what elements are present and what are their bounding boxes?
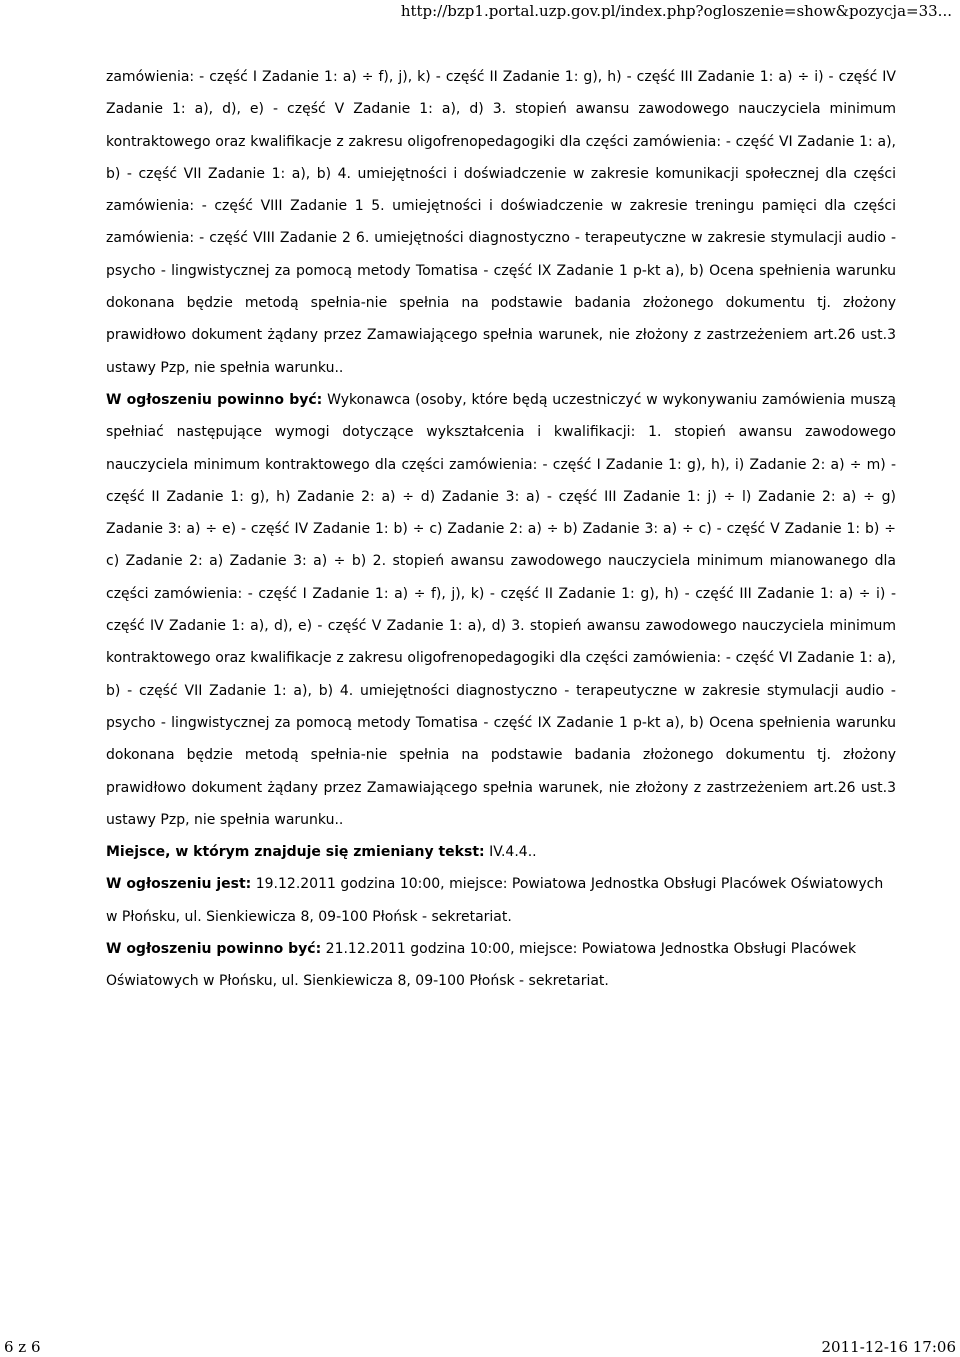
requirements-paragraph-continued: zamówienia: - część I Zadanie 1: a) ÷ f), j), k) - część II Zadanie 1: g), h) - część III Zadanie 1: a) ÷ i) - część IV Zadanie 1: a), d), e) - część V Zadanie 1: a), d) 3. stopień awansu zawodowego nauczyciela minimum kontraktowego oraz kwalifikacje z zakresu oligofrenopedagogiki dla części zamówienia: - część VI Zadanie 1: a), b) - część VII Zadanie 1: a), b) 4. umiejętności i doświadczenie w zakresie komunikacji społecznej dla części zamówienia: - część VIII Zadanie 1 5. umiejętności i doświadczenie w zakresie treningu pamięci dla części zamówienia: - część VIII Zadanie 2 6. umiejętności diagnostyczno - terapeutyczne w zakresie stymulacji audio - psycho - lingwistycznej za pomocą metody Tomatisa - część IX Zadanie 1 p-kt a), b) Ocena spełnienia warunku dokonana będzie metodą spełnia-nie spełnia na podstawie badania złożonego dokumentu tj. złożony prawidłowo dokument żądany przez Zamawiającego spełnia warunek, nie złożony z zastrzeżeniem art.26 ust.3 ustawy Pzp, nie spełnia warunku.. — [106, 69, 896, 376]
new-deadline-text: 21.12.2011 godzina 10:00, miejsce: Powiatowa Jednostka Obsługi Placówek Oświatowych w Płońsku, ul. Sienkiewicza 8, 09-100 Płońsk - sekretariat. — [106, 941, 857, 990]
current-deadline-text: 19.12.2011 godzina 10:00, miejsce: Powiatowa Jednostka Obsługi Placówek Oświatowych w Płońsku, ul. Sienkiewicza 8, 09-100 Płońsk - sekretariat. — [106, 876, 884, 925]
should-be-label: W ogłoszeniu powinno być: — [106, 391, 323, 408]
new-deadline-label: W ogłoszeniu powinno być: — [106, 941, 322, 958]
notice-content — [106, 61, 896, 998]
changed-text-location-label: Miejsce, w którym znajduje się zmieniany tekst: — [106, 844, 485, 861]
footer-print-datetime: 2011-12-16 17:06 — [821, 1338, 956, 1356]
new-deadline-paragraph — [106, 933, 896, 998]
should-be-requirements-text: Wykonawca (osoby, które będą uczestniczyć w wykonywaniu zamówienia muszą spełniać następujące wymogi dotyczące wykształcenia i kwalifikacji: 1. stopień awansu zawodowego nauczyciela minimum kontraktowego dla części zamówienia: - część I Zadanie 1: g), h), i) Zadanie 2: a) ÷ m) - część II Zadanie 1: g), h) Zadanie 2: a) ÷ d) Zadanie 3: a) - część III Zadanie 1: j) ÷ l) Zadanie 2: a) ÷ g) Zadanie 3: a) ÷ e) - część IV Zadanie 1: b) ÷ c) Zadanie 2: a) ÷ b) Zadanie 3: a) ÷ c) - część V Zadanie 1: b) ÷ c) Zadanie 2: a) Zadanie 3: a) ÷ b) 2. stopień awansu zawodowego nauczyciela minimum mianowanego dla części zamówienia: - część I Zadanie 1: a) ÷ f), j), k) - część II Zadanie 1: g), h) - część III Zadanie 1: a) ÷ i) - część IV Zadanie 1: a), d), e) - część V Zadanie 1: a), d) 3. stopień awansu zawodowego nauczyciela minimum kontraktowego oraz kwalifikacje z zakresu oligofrenopedagogiki dla części zamówienia: - część VI Zadanie 1: a), b) - część VII Zadanie 1: a), b) 4. umiejętności diagnostyczno - terapeutyczne w zakresie stymulacji audio - psycho - lingwistycznej za pomocą metody Tomatisa - część IX Zadanie 1 p-kt a), b) Ocena spełnienia warunku dokonana będzie metodą spełnia-nie spełnia na podstawie badania złożonego dokumentu tj. złożony prawidłowo dokument żądany przez Zamawiającego spełnia warunek, nie złożony z zastrzeżeniem art.26 ust.3 ustawy Pzp, nie spełnia warunku.. — [106, 391, 897, 828]
current-deadline-label: W ogłoszeniu jest: — [106, 876, 252, 893]
footer-page-number: 6 z 6 — [4, 1338, 41, 1356]
changed-text-location-value: IV.4.4.. — [489, 844, 537, 861]
changed-text-location-paragraph — [106, 836, 896, 868]
current-deadline-paragraph — [106, 868, 896, 933]
should-be-requirements-paragraph — [106, 384, 896, 836]
browser-header-url: http://bzp1.portal.uzp.gov.pl/index.php?ogloszenie=show&pozycja=33... — [400, 2, 952, 20]
